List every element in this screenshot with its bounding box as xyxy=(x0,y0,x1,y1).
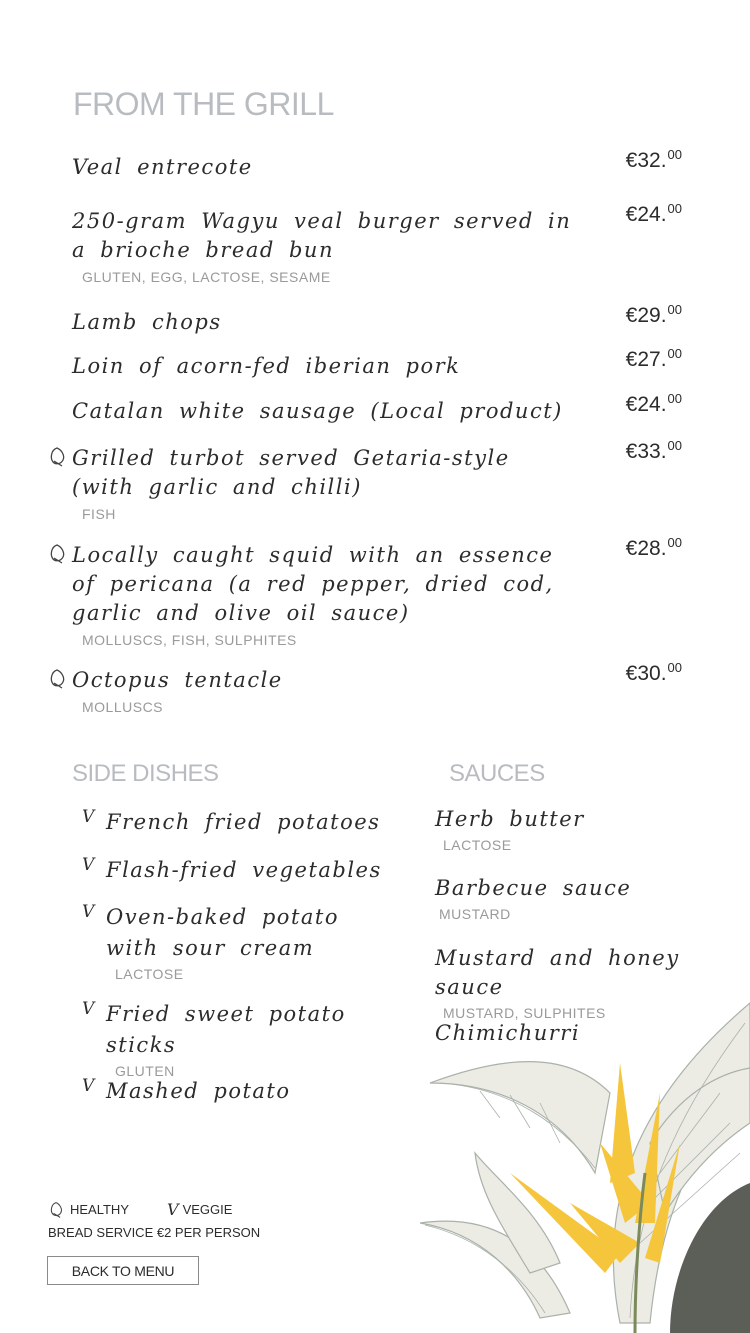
veggie-icon: V xyxy=(82,902,95,922)
menu-item xyxy=(72,660,682,715)
healthy-leaf-icon xyxy=(48,543,66,565)
healthy-leaf-icon xyxy=(48,1201,64,1219)
item-price: €33.00 xyxy=(625,438,682,463)
veggie-label: VEGGIE xyxy=(182,1202,233,1217)
item-allergens: MOLLUSCS, FISH, SULPHITES xyxy=(82,632,297,648)
menu-item xyxy=(72,147,682,182)
menu-item xyxy=(72,391,682,426)
item-name: Herb butter xyxy=(435,807,585,831)
item-price: €27.00 xyxy=(625,346,682,371)
item-price: €32.00 xyxy=(625,147,682,172)
back-to-menu-button[interactable]: BACK TO MENU xyxy=(47,1256,199,1285)
item-name: 250-gram Wagyu veal burger served in a brioche bread bun xyxy=(72,209,572,262)
item-price: €24.00 xyxy=(625,391,682,416)
item-allergens: LACTOSE xyxy=(443,837,512,853)
item-name: Oven-baked potato with sour cream xyxy=(106,905,339,960)
menu-item xyxy=(72,201,682,285)
item-name: Octopus tentacle xyxy=(72,668,283,692)
side-dish-item xyxy=(82,807,402,838)
item-name: Loin of acorn-fed iberian pork xyxy=(72,354,461,378)
item-allergens: GLUTEN, EGG, LACTOSE, SESAME xyxy=(82,269,331,285)
legend xyxy=(48,1200,260,1240)
item-allergens: MOLLUSCS xyxy=(82,699,164,715)
item-name: Flash-fried vegetables xyxy=(106,858,382,882)
item-name: Mustard and honey sauce xyxy=(435,946,680,999)
sauce-item xyxy=(435,1019,735,1048)
item-name: Locally caught squid with an essence of pericana (a red pepper, dried cod, garlic and olive oil sauce) xyxy=(72,543,554,625)
item-price: €30.00 xyxy=(625,660,682,685)
item-allergens: GLUTEN xyxy=(115,1063,175,1079)
veggie-icon: V xyxy=(82,807,95,827)
item-allergens: FISH xyxy=(82,506,116,522)
side-dish-item xyxy=(82,902,402,982)
menu-item xyxy=(72,535,682,648)
item-name: Fried sweet potato sticks xyxy=(106,1002,346,1057)
item-price: €29.00 xyxy=(625,302,682,327)
item-price: €28.00 xyxy=(625,535,682,560)
item-allergens: MUSTARD xyxy=(439,906,511,922)
menu-item xyxy=(72,438,682,522)
item-name: Catalan white sausage (Local product) xyxy=(72,399,563,423)
healthy-label: HEALTHY xyxy=(70,1202,129,1217)
side-dish-item xyxy=(82,999,402,1079)
healthy-leaf-icon xyxy=(48,446,66,468)
item-name: Chimichurri xyxy=(435,1021,581,1045)
menu-item xyxy=(72,302,682,337)
item-name: Veal entrecote xyxy=(72,155,253,179)
item-name: Barbecue sauce xyxy=(435,876,632,900)
veggie-icon: V xyxy=(82,999,95,1019)
item-allergens: MUSTARD, SULPHITES xyxy=(443,1005,606,1021)
item-name: French fried potatoes xyxy=(106,810,381,834)
item-name: Grilled turbot served Getaria-style (with garlic and chilli) xyxy=(72,446,510,499)
sauces-title: SAUCES xyxy=(449,760,545,787)
bread-service-note: BREAD SERVICE €2 PER PERSON xyxy=(48,1225,261,1240)
veggie-icon: V xyxy=(167,1200,179,1219)
sauce-item xyxy=(435,874,735,922)
item-name: Lamb chops xyxy=(72,310,222,334)
sauce-item xyxy=(435,805,735,853)
side-dish-item xyxy=(82,855,402,886)
sauce-item xyxy=(435,944,735,1021)
item-price: €24.00 xyxy=(625,201,682,226)
menu-item xyxy=(72,346,682,381)
item-allergens: LACTOSE xyxy=(115,966,184,982)
item-name: Mashed potato xyxy=(106,1079,291,1103)
side-dish-item xyxy=(82,1076,402,1107)
healthy-leaf-icon xyxy=(48,668,66,690)
side-dishes-title: SIDE DISHES xyxy=(72,760,219,787)
page-title: FROM THE GRILL xyxy=(73,86,334,122)
veggie-icon: V xyxy=(82,1076,95,1096)
veggie-icon: V xyxy=(82,855,95,875)
